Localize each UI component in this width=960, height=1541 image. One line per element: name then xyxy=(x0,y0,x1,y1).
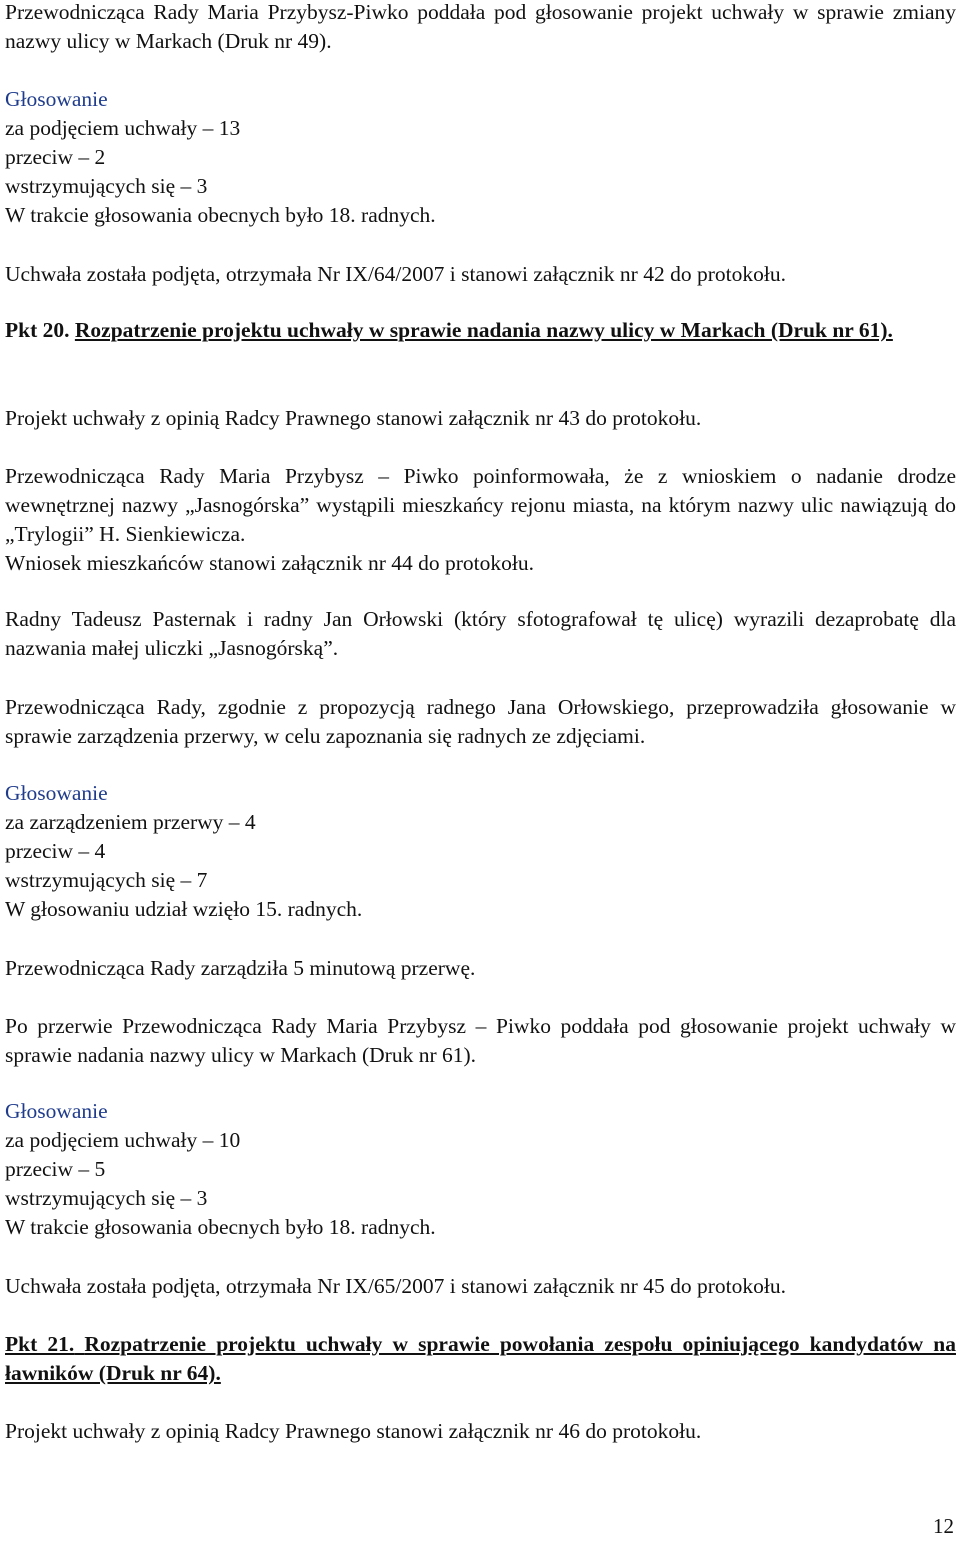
vote-block-3 xyxy=(5,1097,436,1242)
vote-heading: Głosowanie xyxy=(5,87,108,111)
paragraph-after-break: Po przerwie Przewodnicząca Rady Maria Przybysz – Piwko poddała pod głosowanie projekt uchwały w sprawie nadania nazwy ulicy w Markach (Druk nr 61). xyxy=(5,1014,956,1067)
paragraph-break-vote: Przewodnicząca Rady, zgodnie z propozycją radnego Jana Orłowskiego, przeprowadziła głosowanie w sprawie zarządzenia przerwy, w celu zapoznania się radnych ze zdjęciami. xyxy=(5,695,956,748)
vote-attendance: W trakcie głosowania obecnych było 18. radnych. xyxy=(5,203,436,227)
page-number: 12 xyxy=(933,1514,954,1538)
vote-for: za zarządzeniem przerwy – 4 xyxy=(5,810,256,834)
vote-attendance: W trakcie głosowania obecnych było 18. radnych. xyxy=(5,1215,436,1239)
agenda-item-number: Pkt 20. xyxy=(5,318,70,342)
paragraph-break: Przewodnicząca Rady zarządziła 5 minutową przerwę. xyxy=(5,956,476,980)
vote-heading: Głosowanie xyxy=(5,781,108,805)
agenda-item-number: Pkt 21. xyxy=(5,1332,75,1356)
paragraph-vote-intro: Przewodnicząca Rady Maria Przybysz-Piwko poddała pod głosowanie projekt uchwały w sprawie zmiany nazwy ulicy w Markach (Druk nr 49). xyxy=(5,0,956,53)
vote-for: za podjęciem uchwały – 10 xyxy=(5,1128,241,1152)
vote-heading: Głosowanie xyxy=(5,1099,108,1123)
resolution-result: Uchwała została podjęta, otrzymała Nr IX/65/2007 i stanowi załącznik nr 45 do protokołu. xyxy=(5,1274,786,1298)
attachment-note: Projekt uchwały z opinią Radcy Prawnego stanowi załącznik nr 46 do protokołu. xyxy=(5,1419,702,1443)
vote-block-1 xyxy=(5,85,436,230)
vote-attendance: W głosowaniu udział wzięło 15. radnych. xyxy=(5,897,363,921)
vote-against: przeciw – 5 xyxy=(5,1157,106,1181)
attachment-note: Wniosek mieszkańców stanowi załącznik nr 44 do protokołu. xyxy=(5,551,534,575)
vote-abstain: wstrzymujących się – 3 xyxy=(5,1186,208,1210)
paragraph-councillors: Radny Tadeusz Pasternak i radny Jan Orłowski (który sfotografował tę ulicę) wyrazili dezaprobatę dla nazwania małej uliczki „Jasnogórską”. xyxy=(5,607,956,660)
agenda-item-heading xyxy=(5,316,956,345)
agenda-item-title: Rozpatrzenie projektu uchwały w sprawie nadania nazwy ulicy w Markach (Druk nr 61). xyxy=(74,318,893,342)
agenda-item-title: Rozpatrzenie projektu uchwały w sprawie powołania zespołu opiniującego kandydatów na ławników (Druk nr 64). xyxy=(5,1332,956,1385)
attachment-note: Projekt uchwały z opinią Radcy Prawnego stanowi załącznik nr 43 do protokołu. xyxy=(5,406,702,430)
resolution-result: Uchwała została podjęta, otrzymała Nr IX/64/2007 i stanowi załącznik nr 42 do protokołu. xyxy=(5,262,786,286)
agenda-item-heading xyxy=(5,1330,956,1388)
paragraph-chair-info: Przewodnicząca Rady Maria Przybysz – Piwko poinformowała, że z wnioskiem o nadanie drodze wewnętrznej nazwy „Jasnogórska” wystąpili mieszkańcy rejonu miasta, na którym nazwy ulic nawiązują do „Trylogii” H. Sienkiewicza. xyxy=(5,464,956,546)
vote-for: za podjęciem uchwały – 13 xyxy=(5,116,241,140)
vote-against: przeciw – 4 xyxy=(5,839,106,863)
vote-abstain: wstrzymujących się – 7 xyxy=(5,868,208,892)
vote-against: przeciw – 2 xyxy=(5,145,106,169)
vote-block-2 xyxy=(5,779,362,924)
vote-abstain: wstrzymujących się – 3 xyxy=(5,174,208,198)
